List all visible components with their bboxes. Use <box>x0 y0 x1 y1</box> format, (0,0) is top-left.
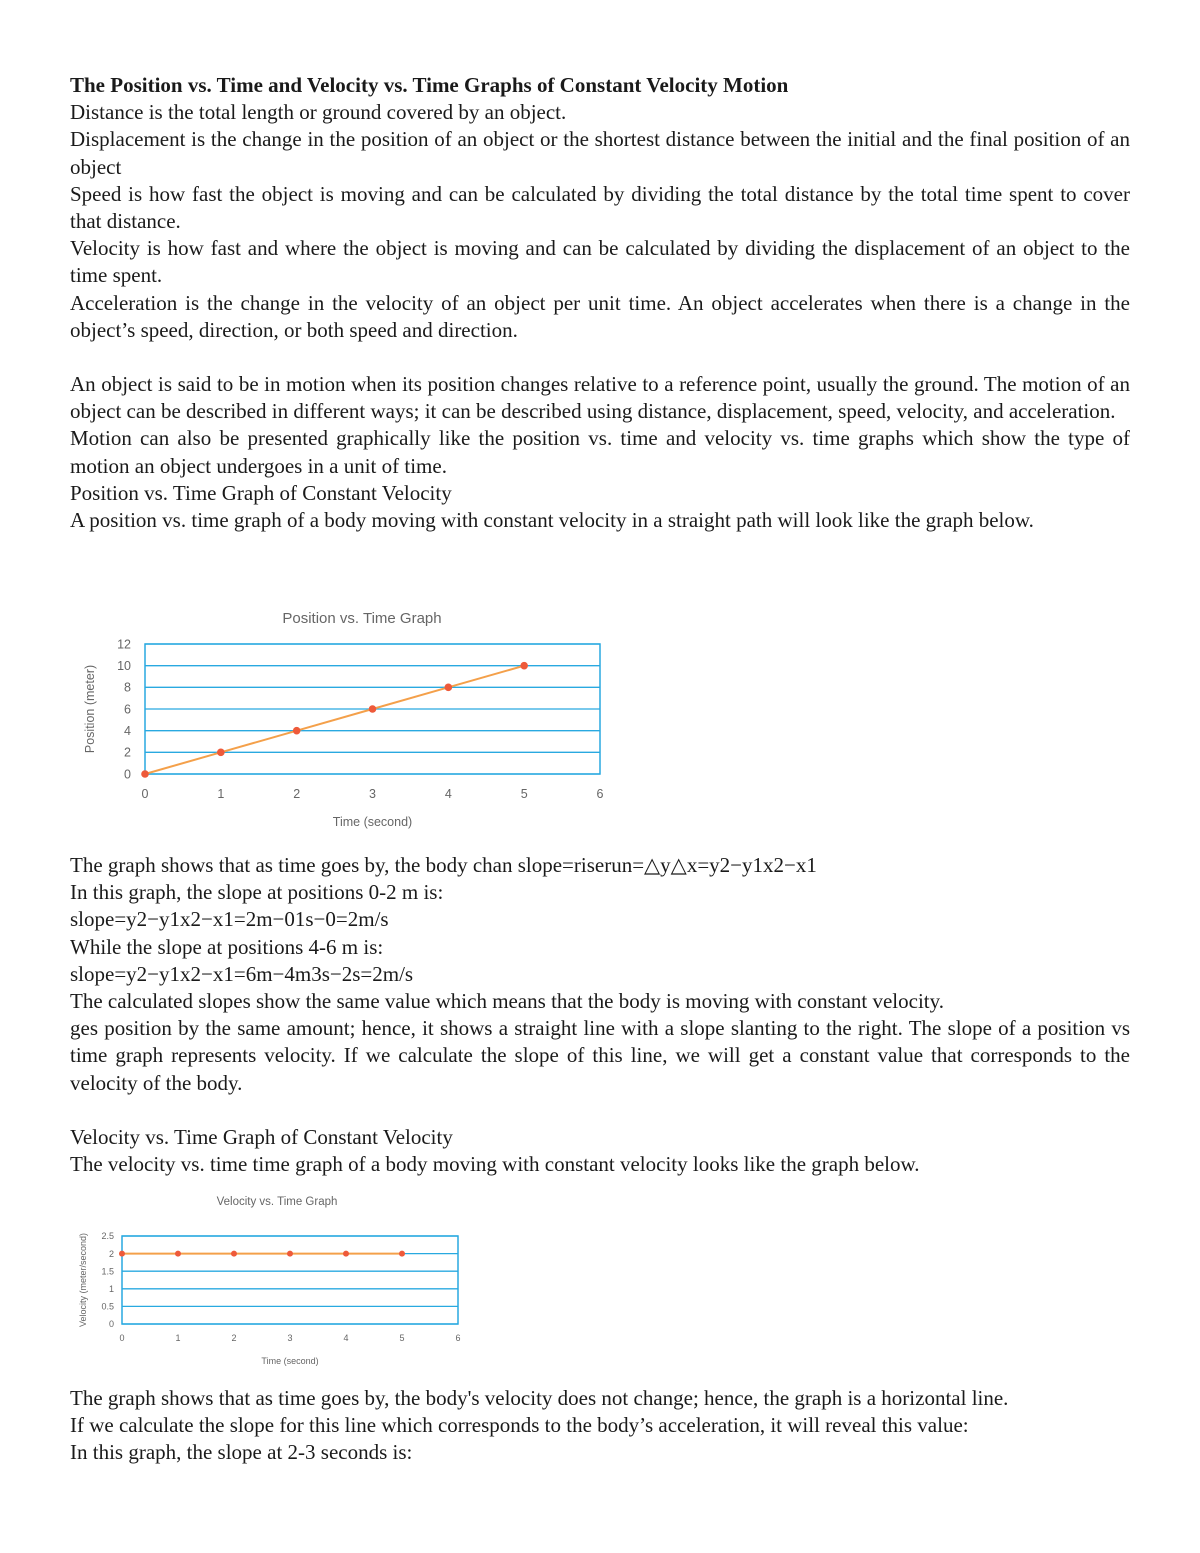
y-tick-label: 10 <box>117 659 131 674</box>
y-tick-label: 6 <box>124 702 131 717</box>
data-point <box>445 684 453 692</box>
x-tick-label: 5 <box>520 786 528 801</box>
y-tick-label: 1 <box>108 1283 114 1294</box>
chart-title: Velocity vs. Time Graph <box>216 1196 338 1208</box>
x-tick-label: 4 <box>444 786 452 801</box>
data-point <box>369 705 377 713</box>
x-tick-label: 0 <box>119 1333 125 1344</box>
x-tick-label: 1 <box>175 1333 181 1344</box>
slope-velocity-paragraph: ges position by the same amount; hence, it shows a straight line with a slope slanting to the right. The slope of a position vs time graph represents velocity. If we calculate the slope of this line, we will get a constant value that corresponds to the velocity of the body. <box>70 1016 1130 1095</box>
plot-frame <box>122 1236 458 1324</box>
y-tick-label: 1.5 <box>101 1266 114 1277</box>
y-axis-label: Position (meter) <box>83 664 97 754</box>
document-body <box>70 72 1130 534</box>
y-tick-label: 2 <box>108 1248 114 1259</box>
data-point <box>231 1251 237 1257</box>
y-tick-label: 12 <box>117 637 131 652</box>
x-tick-label: 5 <box>399 1333 405 1344</box>
document-title: The Position vs. Time and Velocity vs. Time Graphs of Constant Velocity Motion <box>70 73 789 97</box>
velocity-horizontal-line-text: The graph shows that as time goes by, the body's velocity does not change; hence, the graph is a horizontal line. <box>70 1386 1009 1410</box>
x-tick-label: 4 <box>343 1333 349 1344</box>
x-tick-label: 6 <box>455 1333 461 1344</box>
slope-0-2-equation: slope=y2−y1x2−x1=2m−01s−0=2m/s <box>70 907 389 932</box>
velocity-graph-intro: The velocity vs. time time graph of a body moving with constant velocity looks like the graph below. <box>70 1152 920 1177</box>
position-time-chart <box>80 602 620 842</box>
definition-distance: Distance is the total length or ground covered by an object. <box>70 100 567 125</box>
section-heading-velocity: Velocity vs. Time Graph of Constant Velocity <box>70 1124 453 1149</box>
x-tick-label: 3 <box>287 1333 293 1344</box>
x-axis-label: Time (second) <box>261 1356 319 1366</box>
x-tick-label: 2 <box>231 1333 237 1344</box>
definition-displacement: Displacement is the change in the position of an object or the shortest distance between the initial and the final position of an object <box>70 127 1130 179</box>
velocity-time-chart <box>72 1188 472 1368</box>
y-axis-label: Velocity (meter/second) <box>78 1232 88 1328</box>
y-tick-label: 0 <box>124 767 131 782</box>
slope-0-2-label: In this graph, the slope at positions 0-2 m is: <box>70 880 444 905</box>
slope-4-6-equation: slope=y2−y1x2−x1=6m−4m3s−2s=2m/s <box>70 961 414 986</box>
y-tick-label: 2.5 <box>101 1231 114 1242</box>
y-tick-label: 2 <box>124 745 131 760</box>
velocity-slope-intro: If we calculate the slope for this line which corresponds to the body’s acceleration, it will reveal this value: <box>70 1413 969 1438</box>
chart-title: Position vs. Time Graph <box>282 610 442 627</box>
definition-speed: Speed is how fast the object is moving and can be calculated by dividing the total distance by the total time spent to cover that distance. <box>70 181 1130 234</box>
slope-definition-line: The graph shows that as time goes by, the body chan slope=riserun=△y△x=y2−y1x2−x1 <box>70 853 817 877</box>
intro-paragraph-graphs: Motion can also be presented graphically like the position vs. time and velocity vs. time graphs which show the type of motion an object undergoes in a unit of time. <box>70 426 1130 478</box>
data-point <box>293 727 301 735</box>
slope-conclusion: The calculated slopes show the same value which means that the body is moving with constant velocity. <box>70 989 945 1014</box>
x-tick-label: 3 <box>369 786 376 801</box>
velocity-graph-explanation <box>70 1385 1130 1467</box>
x-tick-label: 6 <box>596 786 604 801</box>
definition-velocity: Velocity is how fast and where the object is moving and can be calculated by dividing the displacement of an object to the time spent. <box>70 236 1130 288</box>
data-point <box>399 1251 405 1257</box>
data-point <box>175 1251 181 1257</box>
definition-acceleration: Acceleration is the change in the velocity of an object per unit time. An object accelerates when there is a change in the object’s speed, direction, or both speed and direction. <box>70 290 1130 342</box>
data-point <box>217 749 225 757</box>
velocity-slope-2-3-label: In this graph, the slope at 2-3 seconds is: <box>70 1440 413 1465</box>
intro-paragraph-motion: An object is said to be in motion when its position changes relative to a reference point, usually the ground. The motion of an object can be described in different ways; it can be described using distance, displacement, speed, velocity, and acceleration. <box>70 372 1130 424</box>
x-tick-label: 2 <box>293 786 301 801</box>
data-point <box>141 770 149 778</box>
section-heading-position: Position vs. Time Graph of Constant Velocity <box>70 480 452 505</box>
data-point <box>520 662 528 670</box>
data-point <box>343 1251 349 1257</box>
data-point <box>287 1251 293 1257</box>
data-point <box>119 1251 125 1257</box>
y-tick-label: 8 <box>124 680 131 695</box>
slope-4-6-label: While the slope at positions 4-6 m is: <box>70 934 384 959</box>
y-tick-label: 0.5 <box>101 1301 114 1312</box>
x-axis-label: Time (second) <box>332 815 413 829</box>
position-graph-intro: A position vs. time graph of a body moving with constant velocity in a straight path will look like the graph below. <box>70 508 1034 533</box>
position-graph-explanation <box>70 852 1130 1178</box>
x-tick-label: 0 <box>141 786 149 801</box>
x-tick-label: 1 <box>217 786 225 801</box>
series-line <box>145 666 524 774</box>
y-tick-label: 0 <box>108 1319 114 1330</box>
y-tick-label: 4 <box>124 724 131 739</box>
